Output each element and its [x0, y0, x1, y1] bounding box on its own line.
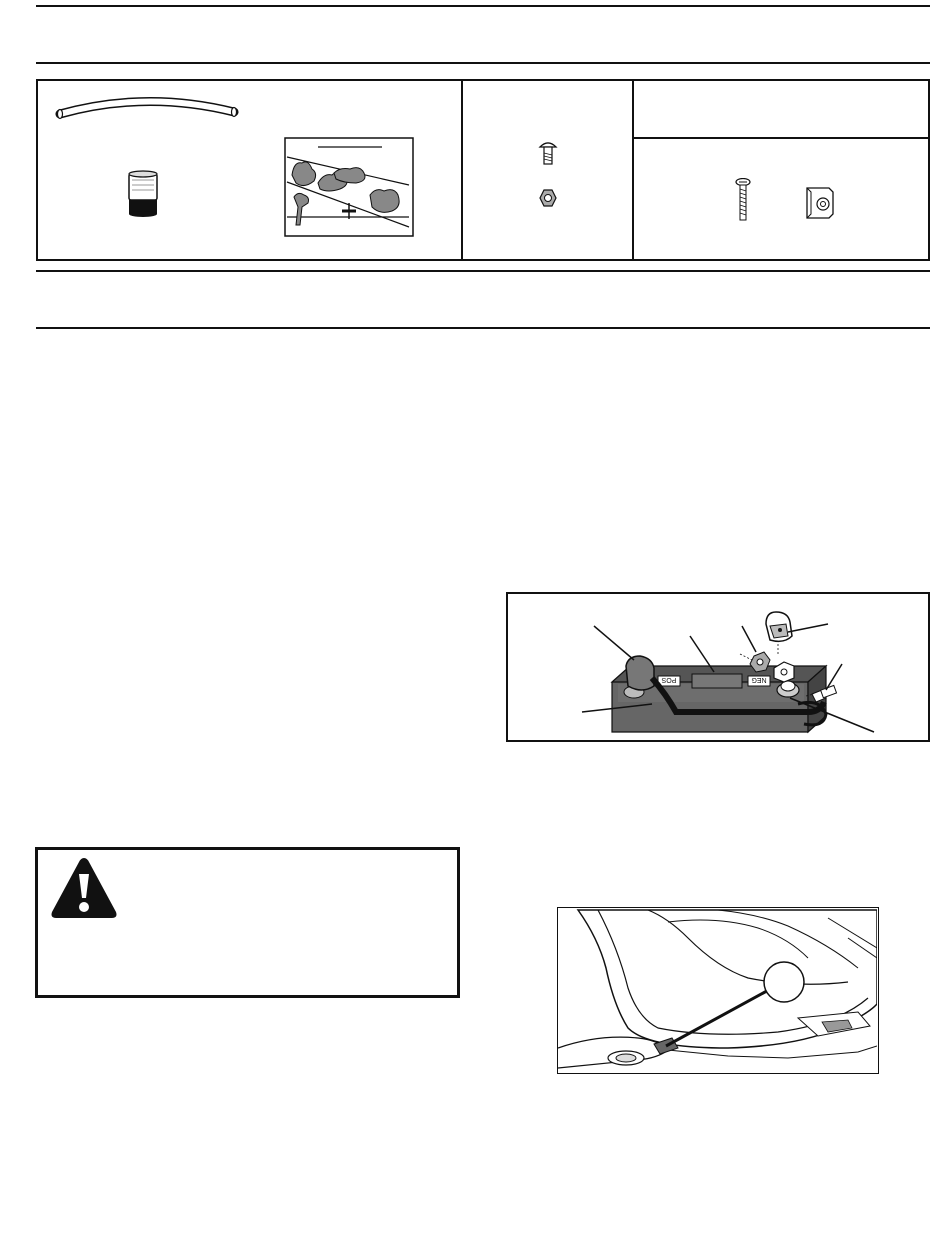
- battery-neg-label: NEG: [751, 676, 767, 683]
- hex-nut-icon: [539, 189, 557, 207]
- clip-nut-icon: [803, 186, 837, 220]
- parts-table-divider-1: [461, 79, 463, 261]
- warning-box: [35, 847, 460, 998]
- screw-icon: [735, 178, 751, 222]
- section-rule-2: [36, 270, 930, 272]
- battery-pos-label: POS: [661, 676, 677, 683]
- grass-cutting-diagram-icon: [284, 137, 414, 237]
- parts-table-divider-3: [632, 137, 930, 139]
- seat-adjustment-diagram: [557, 907, 879, 1074]
- battery-connection-diagram: [506, 592, 930, 742]
- parts-table-divider-2: [632, 79, 634, 261]
- section-rule-3: [36, 327, 930, 329]
- carriage-bolt-icon: [538, 140, 558, 166]
- top-rule: [36, 5, 930, 7]
- warning-triangle-icon: [49, 856, 119, 920]
- hose-fitting-icon: [127, 170, 159, 218]
- fuel-hose-icon: [54, 92, 239, 122]
- section-rule-1: [36, 62, 930, 64]
